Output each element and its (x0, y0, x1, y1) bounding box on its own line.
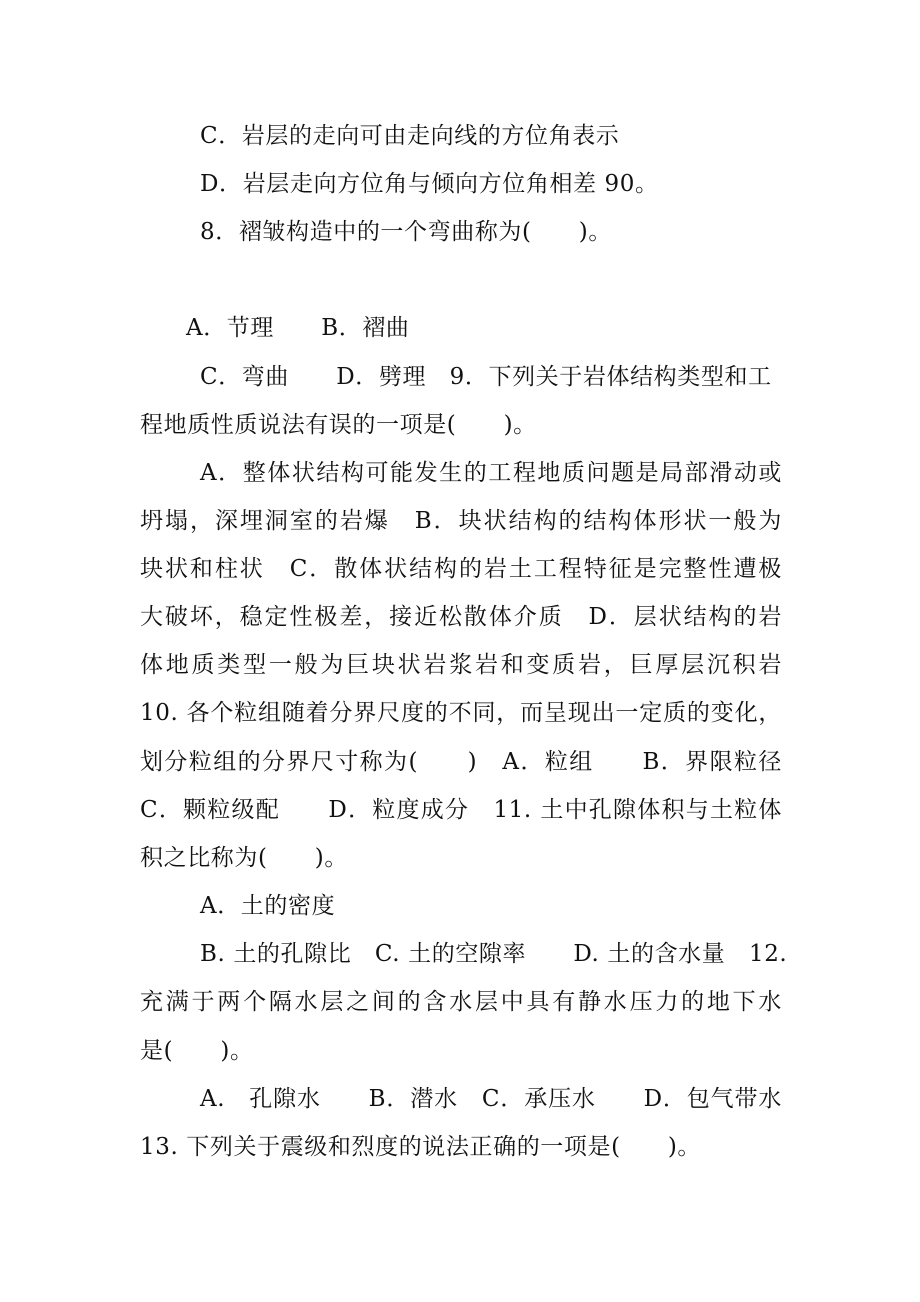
options-8ab: A．节理 B．褶曲 (186, 315, 410, 341)
text-line: 大破坏，稳定性极差，接近松散体介质 D．层状结构的岩 (140, 604, 782, 630)
option-7d: D．岩层走向方位角与倾向方位角相差 90。 (200, 171, 659, 197)
text-line: 坍塌，深埋洞室的岩爆 B．块状结构的结构体形状一般为 (140, 508, 782, 534)
text-line: 划分粒组的分界尺寸称为( ) A．粒组 B．界限粒径 (140, 749, 782, 775)
question-13: 13. 下列关于震级和烈度的说法正确的一项是( )。 (140, 1134, 702, 1160)
question-8: 8．褶皱构造中的一个弯曲称为( )。 (200, 219, 612, 245)
question-9-cont: 程地质性质说法有误的一项是( )。 (140, 412, 537, 438)
options-10cd-question-11: C．颗粒级配 D．粒度成分 11. 土中孔隙体积与土粒体 (140, 797, 782, 823)
question-11-cont: 积之比称为( )。 (140, 845, 348, 871)
text-line: 体地质类型一般为巨块状岩浆岩和变质岩，巨厚层沉积岩 (140, 652, 782, 678)
question-12-end: 是( )。 (140, 1038, 254, 1064)
options-12: A. 孔隙水 B．潜水 C．承压水 D．包气带水 (200, 1086, 782, 1112)
text-line: 块状和柱状 C．散体状结构的岩土工程特征是完整性遭极 (140, 556, 782, 582)
option-7c: C．岩层的走向可由走向线的方位角表示 (200, 123, 620, 149)
question-12-cont: 充满于两个隔水层之间的含水层中具有静水压力的地下水 (140, 989, 782, 1015)
question-10: 10. 各个粒组随着分界尺度的不同，而呈现出一定质的变化， (140, 700, 782, 726)
option-11a: A．土的密度 (200, 893, 336, 919)
options-8cd-question-9: C．弯曲 D．劈理 9．下列关于岩体结构类型和工 (200, 364, 772, 390)
option-9a: A．整体状结构可能发生的工程地质问题是局部滑动或 (200, 460, 782, 486)
options-11bcd-question-12: B. 土的孔隙比 C. 土的空隙率 D. 土的含水量 12. (200, 941, 788, 967)
